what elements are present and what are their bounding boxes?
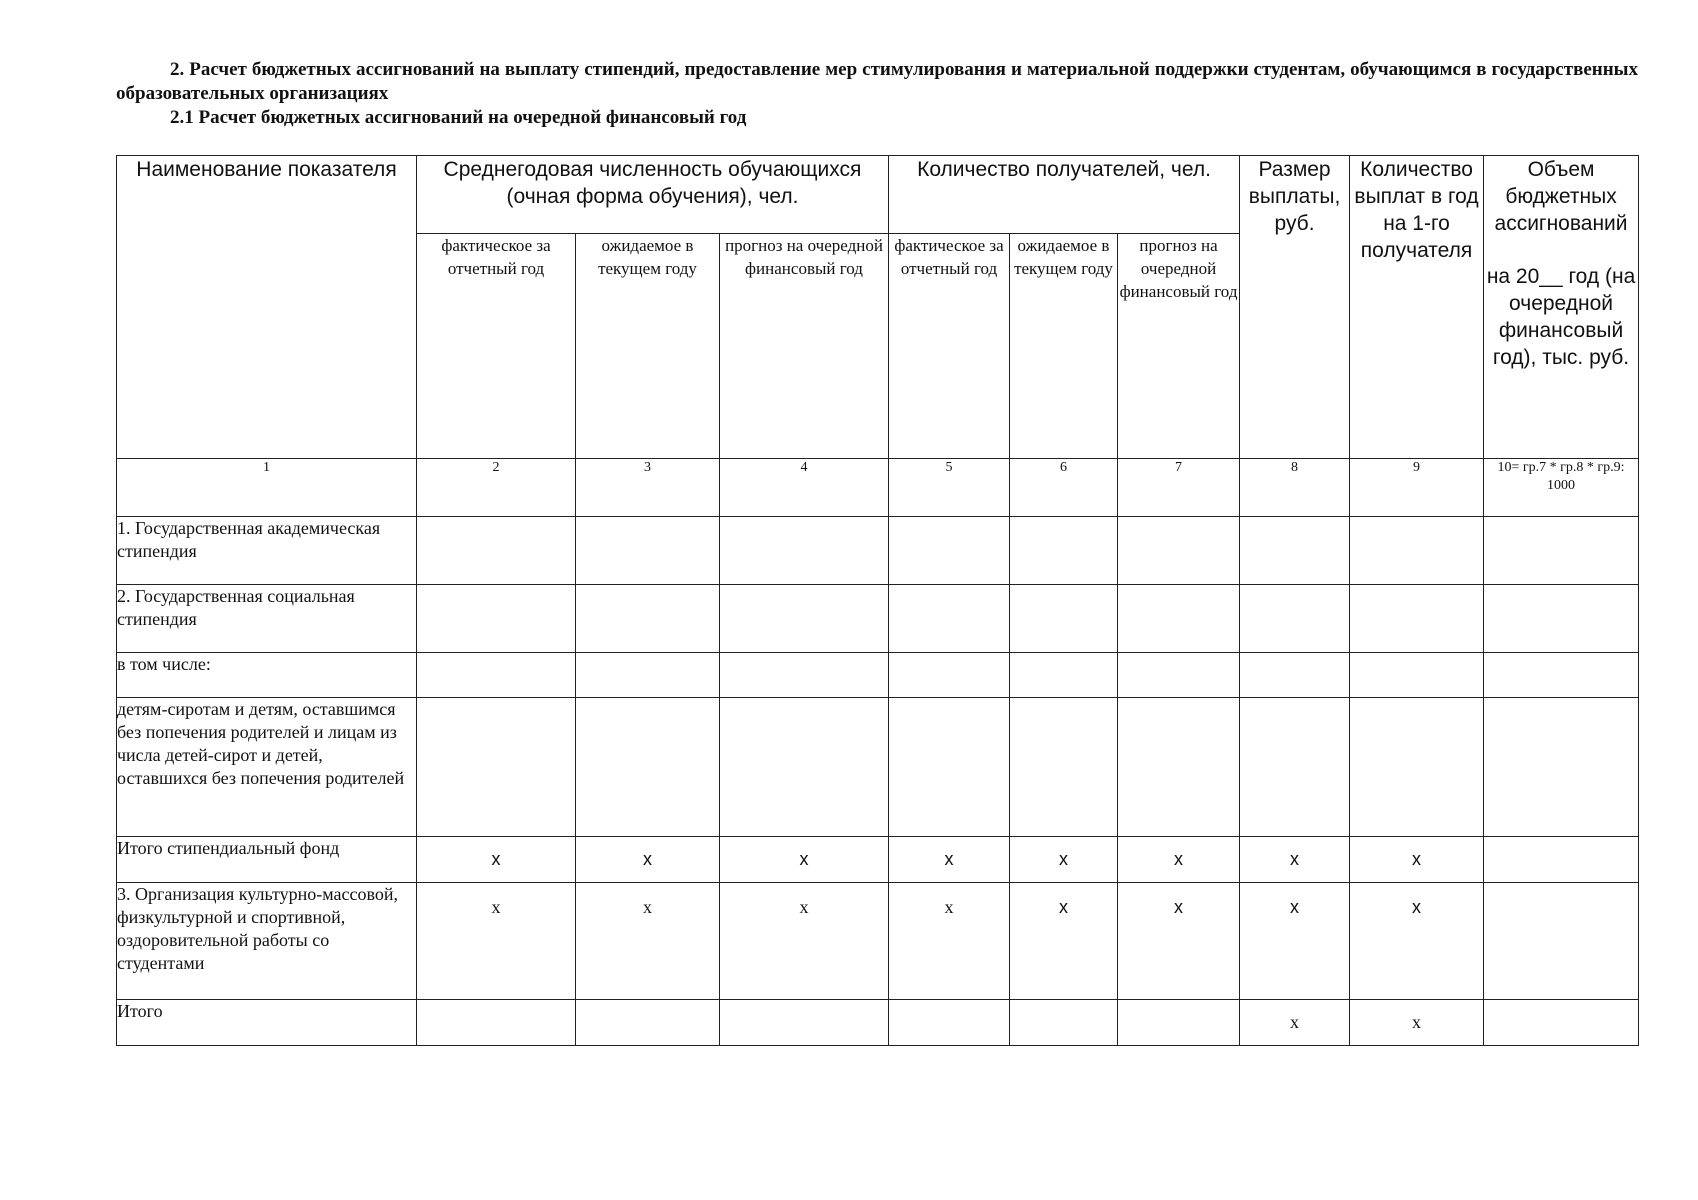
table-cell: x — [576, 837, 720, 883]
subheader-avg-expected: ожидаемое в текущем году — [576, 234, 720, 459]
column-number: 3 — [576, 459, 720, 517]
table-cell — [1010, 585, 1118, 653]
table-cell — [1118, 585, 1240, 653]
table-cell — [889, 653, 1010, 698]
row-label: 2. Государственная социальная стипендия — [117, 585, 417, 653]
table-cell — [1350, 585, 1484, 653]
header-volume — [1484, 156, 1639, 459]
header-payment-size: Размер выплаты, руб. — [1240, 156, 1350, 459]
table-cell — [1240, 698, 1350, 837]
table-cell — [1240, 585, 1350, 653]
subheader-rec-expected: ожидаемое в текущем году — [1010, 234, 1118, 459]
column-number: 9 — [1350, 459, 1484, 517]
table-cell: x — [720, 837, 889, 883]
table-cell — [889, 698, 1010, 837]
heading-section-2-1: 2.1 Расчет бюджетных ассигнований на очередной финансовый год — [170, 107, 747, 128]
table-cell — [1118, 698, 1240, 837]
column-number: 5 — [889, 459, 1010, 517]
subheader-avg-actual: фактическое за отчетный год — [417, 234, 576, 459]
table-cell — [1118, 1000, 1240, 1046]
subheader-rec-forecast: прогноз на очередной финансовый год — [1118, 234, 1240, 459]
table-cell: x — [1118, 837, 1240, 883]
table-row — [117, 698, 1639, 837]
table-cell: х — [576, 883, 720, 1000]
row-label: 1. Государственная академическая стипендия — [117, 517, 417, 585]
table-cell — [576, 517, 720, 585]
table-cell: x — [1118, 883, 1240, 1000]
table-cell — [1484, 883, 1639, 1000]
table-cell: x — [1350, 837, 1484, 883]
header-name: Наименование показателя — [117, 156, 417, 459]
table-cell — [720, 517, 889, 585]
table-cell — [889, 517, 1010, 585]
table-cell — [720, 585, 889, 653]
table-cell — [889, 585, 1010, 653]
table-cell: x — [1010, 883, 1118, 1000]
table-cell — [1350, 698, 1484, 837]
table-cell — [1484, 585, 1639, 653]
row-label: Итого стипендиальный фонд — [117, 837, 417, 883]
column-number: 8 — [1240, 459, 1350, 517]
table-cell — [1484, 698, 1639, 837]
header-recipients: Количество получателей, чел. — [889, 156, 1240, 234]
column-number: 7 — [1118, 459, 1240, 517]
table-cell — [417, 698, 576, 837]
header-volume-year: на 20__ год (на очередной финансовый год), тыс. руб. — [1486, 265, 1636, 369]
table-cell — [720, 698, 889, 837]
row-label: детям-сиротам и детям, оставшимся без попечения родителей и лицам из числа детей-сирот и детей, оставшихся без попечения родителей — [117, 698, 417, 837]
column-number: 6 — [1010, 459, 1118, 517]
table-cell — [417, 585, 576, 653]
row-label: в том числе: — [117, 653, 417, 698]
table-cell — [417, 517, 576, 585]
table-row — [117, 653, 1639, 698]
table-cell: x — [417, 837, 576, 883]
table-cell — [1240, 517, 1350, 585]
table-cell — [1484, 517, 1639, 585]
table-cell — [1010, 517, 1118, 585]
table-row — [117, 517, 1639, 585]
table-cell — [1010, 1000, 1118, 1046]
column-number: 2 — [417, 459, 576, 517]
column-number: 10= гр.7 * гр.8 * гр.9: 1000 — [1484, 459, 1639, 517]
table-cell: x — [889, 837, 1010, 883]
table-cell — [1010, 698, 1118, 837]
column-number: 1 — [117, 459, 417, 517]
budget-table — [116, 155, 1639, 1046]
table-cell — [417, 653, 576, 698]
table-cell — [576, 585, 720, 653]
table-row — [117, 837, 1639, 883]
table-cell — [576, 653, 720, 698]
table-cell — [1118, 517, 1240, 585]
column-number: 4 — [720, 459, 889, 517]
table-cell: х — [1240, 1000, 1350, 1046]
table-cell: х — [1350, 1000, 1484, 1046]
table-cell — [576, 1000, 720, 1046]
table-cell — [1118, 653, 1240, 698]
table-cell — [1010, 653, 1118, 698]
table-cell: х — [720, 883, 889, 1000]
header-volume-title: Объем бюджетных ассигнований — [1494, 158, 1628, 235]
table-cell: x — [1240, 883, 1350, 1000]
subheader-rec-actual: фактическое за отчетный год — [889, 234, 1010, 459]
document-heading — [116, 58, 1638, 130]
table-row — [117, 883, 1639, 1000]
row-label: Итого — [117, 1000, 417, 1046]
table-cell — [1484, 837, 1639, 883]
table-cell — [1350, 653, 1484, 698]
header-row — [117, 156, 1639, 234]
table-cell: x — [1350, 883, 1484, 1000]
table-cell — [576, 698, 720, 837]
table-cell — [720, 653, 889, 698]
table-cell — [1350, 517, 1484, 585]
table-row — [117, 585, 1639, 653]
column-numbers-row — [117, 459, 1639, 517]
heading-section-2: 2. Расчет бюджетных ассигнований на выплату стипендий, предоставление мер стимулирования и материальной поддержки студентам, обучающимся в государственных образовательных организациях — [116, 59, 1638, 104]
table-cell — [720, 1000, 889, 1046]
table-row — [117, 1000, 1639, 1046]
table-cell: х — [417, 883, 576, 1000]
table-cell: x — [1010, 837, 1118, 883]
header-payments-per-year: Количество выплат в год на 1-го получателя — [1350, 156, 1484, 459]
table-cell: x — [1240, 837, 1350, 883]
row-label: 3. Организация культурно-массовой, физкультурной и спортивной, оздоровительной работы со студентами — [117, 883, 417, 1000]
table-cell — [889, 1000, 1010, 1046]
table-cell — [1484, 1000, 1639, 1046]
table-cell — [417, 1000, 576, 1046]
table-cell — [1484, 653, 1639, 698]
header-avg-count: Среднегодовая численность обучающихся (очная форма обучения), чел. — [417, 156, 889, 234]
table-cell — [1240, 653, 1350, 698]
table-cell: х — [889, 883, 1010, 1000]
subheader-avg-forecast: прогноз на очередной финансовый год — [720, 234, 889, 459]
